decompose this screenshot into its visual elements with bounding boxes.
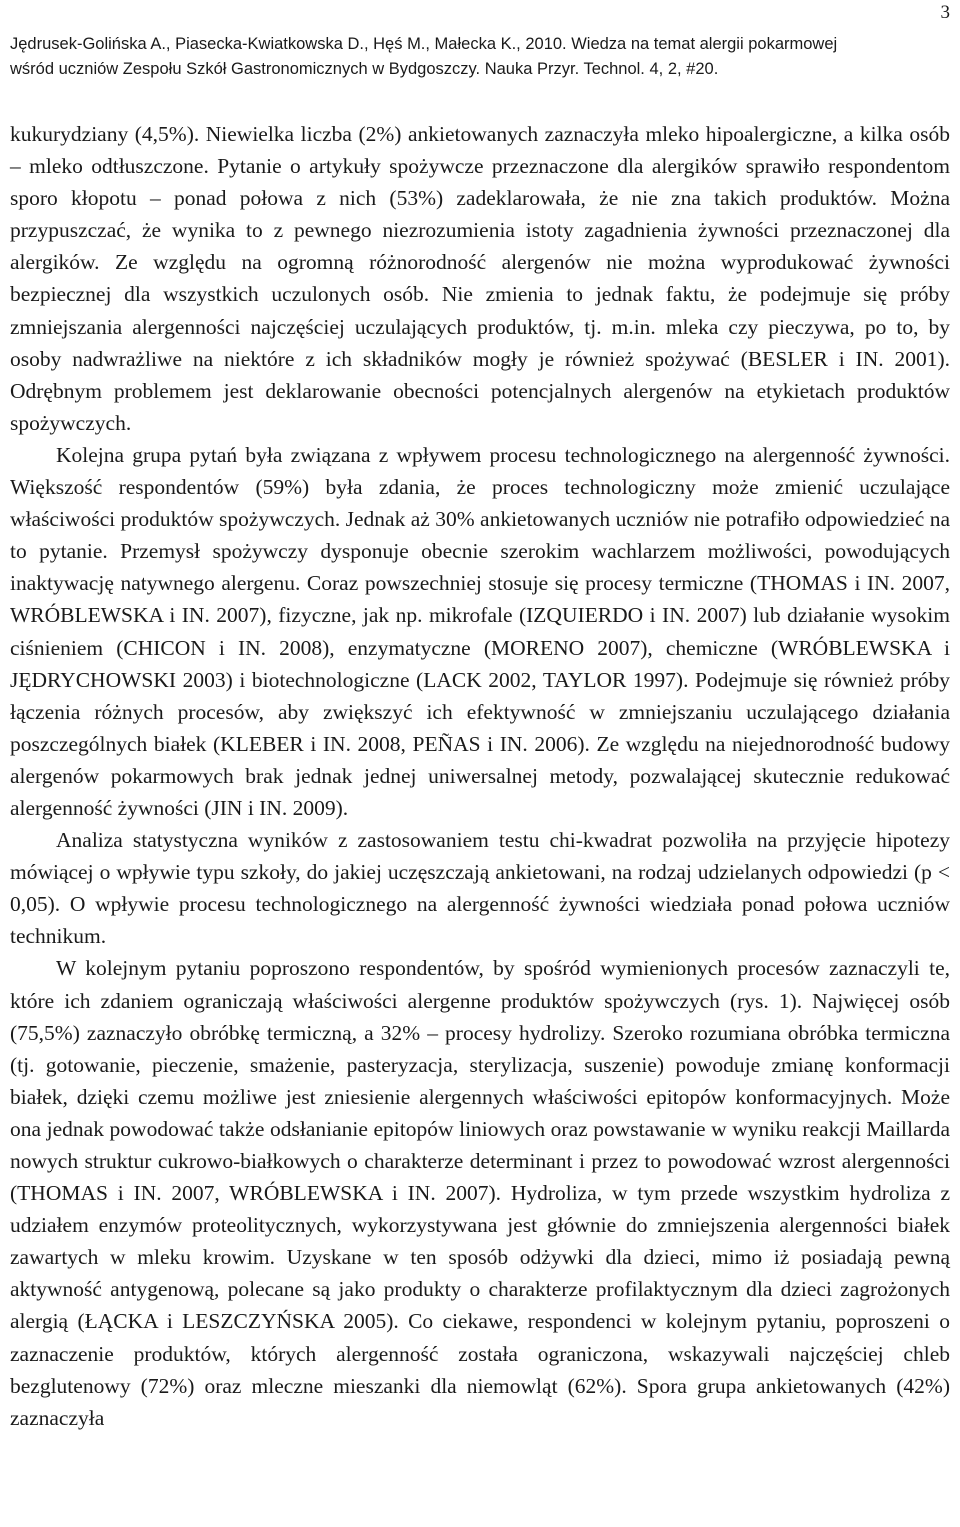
- paragraph: W kolejnym pytaniu poproszono respondentów, by spośród wymienionych procesów zaznaczyli te, które ich zdaniem ograniczają właściwości alergenne produktów spożywczych (rys. 1). Najwięcej osób (75,5%) zaznaczyło obróbkę termiczną, a 32% – procesy hydrolizy. Szeroko rozumiana obróbka termiczna (tj. gotowanie, pieczenie, smażenie, pasteryzacja, sterylizacja, suszenie) powoduje zmianę konformacji białek, dzięki czemu możliwe jest zniesienie alergennych właściwości epitopów konformacyjnych. Może ona jednak powodować także odsłanianie epitopów liniowych oraz powstawanie w wyniku reakcji Maillarda nowych struktur cukrowo-białkowych o charakterze determinant i przez to powodować wzrost alergenności (THOMAS i IN. 2007, WRÓBLEWSKA i IN. 2007). Hydroliza, w tym przede wszystkim hydroliza z udziałem enzymów proteolitycznych, wykorzystywana jest głównie do zmniejszenia alergenności białek zawartych w mleku krowim. Uzyskane w ten sposób odżywki dla dzieci, mimo iż posiadają pewną aktywność antygenową, polecane są jako produkty o charakterze profilaktycznym dla dzieci zagrożonych alergią (ŁĄCKA i LESZCZYŃSKA 2005). Co ciekawe, respondenci w kolejnym pytaniu, poproszeni o zaznaczenie produktów, których alergenność została ograniczona, wskazywali najczęściej chleb bezglutenowy (72%) oraz mleczne mieszanki dla niemowląt (62%). Spora grupa ankietowanych (42%) zaznaczyła: [10, 956, 950, 1430]
- running-header: [10, 32, 950, 82]
- header-citation-line-2: wśród uczniów Zespołu Szkół Gastronomicznych w Bydgoszczy. Nauka Przyr. Technol. 4, 2, #20.: [10, 60, 719, 78]
- paragraph: kukurydziany (4,5%). Niewielka liczba (2%) ankietowanych zaznaczyła mleko hipoalergiczne, a kilka osób – mleko odtłuszczone. Pytanie o artykuły spożywcze przeznaczone dla alergików sprawiło respondentom sporo kłopotu – ponad połowa z nich (53%) zadeklarowała, że nie zna takich produktów. Można przypuszczać, że wynika to z pewnego niezrozumienia istoty zagadnienia żywności przeznaczonej dla alergików. Ze względu na ogromną różnorodność alergenów nie można wyprodukować żywności bezpiecznej dla wszystkich uczulonych osób. Nie zmienia to jednak faktu, że podejmuje się próby zmniejszania alergenności najczęściej uczulających produktów, tj. m.in. mleka czy pieczywa, po to, by osoby nadwrażliwe na niektóre z ich składników mogły je również spożywać (BESLER i IN. 2001). Odrębnym problemem jest deklarowanie obecności potencjalnych alergenów na etykietach produktów spożywczych.: [10, 122, 950, 435]
- page-number: 3: [940, 2, 950, 23]
- paragraph: Kolejna grupa pytań była związana z wpływem procesu technologicznego na alergenność żywności. Większość respondentów (59%) była zdania, że proces technologiczny może zmienić uczulające właściwości produktów spożywczych. Jednak aż 30% ankietowanych uczniów nie potrafiło odpowiedzieć na to pytanie. Przemysł spożywczy dysponuje obecnie szerokim wachlarzem możliwości, powodujących inaktywację natywnego alergenu. Coraz powszechniej stosuje się procesy termiczne (THOMAS i IN. 2007, WRÓBLEWSKA i IN. 2007), fizyczne, jak np. mikrofale (IZQUIERDO i IN. 2007) lub działanie wysokim ciśnieniem (CHICON i IN. 2008), enzymatyczne (MORENO 2007), chemiczne (WRÓBLEWSKA i JĘDRYCHOWSKI 2003) i biotechnologiczne (LACK 2002, TAYLOR 1997). Podejmuje się również próby łączenia różnych procesów, aby zwiększyć ich efektywność w zmniejszaniu uczulającego działania poszczególnych białek (KLEBER i IN. 2008, PEÑAS i IN. 2006). Ze względu na niejednorodność budowy alergenów pokarmowych brak jednak jednej uniwersalnej metody, pozwalającej skutecznie redukować alergenność żywności (JIN i IN. 2009).: [10, 442, 950, 820]
- article-body: [10, 118, 950, 1434]
- header-citation-line-1: Jędrusek-Golińska A., Piasecka-Kwiatkowska D., Hęś M., Małecka K., 2010. Wiedza na temat alergii pokarmowej: [10, 35, 838, 53]
- paragraph: Analiza statystyczna wyników z zastosowaniem testu chi-kwadrat pozwoliła na przyjęcie hipotezy mówiącej o wpływie typu szkoły, do jakiej uczęszczają ankietowani, na rodzaj udzielanych odpowiedzi (p < 0,05). O wpływie procesu technologicznego na alergenność żywności wiedziała ponad połowa uczniów technikum.: [10, 828, 950, 949]
